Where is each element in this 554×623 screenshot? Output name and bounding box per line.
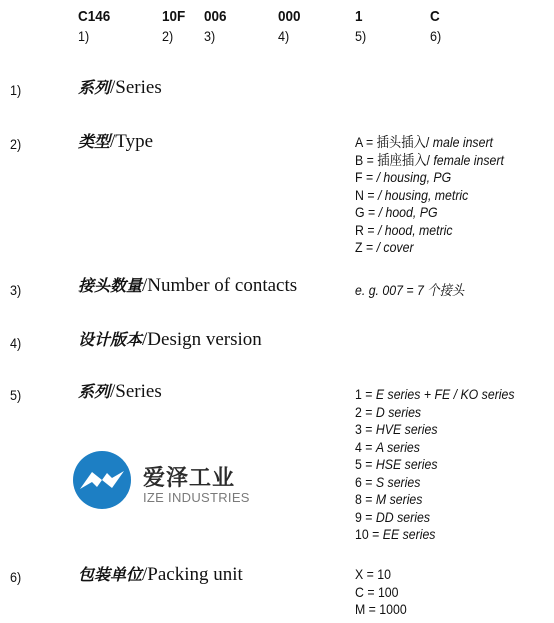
label-cn: 包装单位	[78, 565, 143, 584]
row-label-packing	[78, 564, 243, 586]
row-label-contacts	[78, 275, 297, 297]
option-line: 3 = HVE series	[355, 421, 438, 437]
option-line: 2 = D series	[355, 403, 422, 420]
option-line: 9 = DD series	[355, 508, 430, 525]
row-number: 3)	[10, 282, 22, 298]
code-index-1: 1)	[78, 28, 90, 44]
code-type: 10F	[162, 8, 186, 25]
logo-name-cn: 爱泽工业	[143, 466, 236, 491]
option-line: Z = / cover	[355, 239, 414, 255]
option-line: 5 = HSE series	[355, 456, 438, 472]
option-line: N = / housing, metric	[355, 186, 469, 203]
option-line: R = / hood, metric	[355, 221, 453, 238]
label-cn: 设计版本	[78, 330, 143, 349]
code-series: C146	[78, 8, 111, 25]
label-cn: 系列	[78, 78, 111, 97]
series-options	[355, 386, 515, 544]
option-line: 8 = M series	[355, 491, 423, 507]
label-en: /Type	[110, 131, 154, 152]
option-line: 4 = A series	[355, 438, 420, 455]
code-series-2: 1	[355, 8, 363, 25]
option-line: B = 插座插入/ female insert	[355, 151, 504, 168]
row-number: 1)	[10, 82, 22, 98]
option-line: F = / housing, PG	[355, 169, 452, 185]
label-en: /Packing unit	[142, 564, 243, 585]
code-index-3: 3)	[204, 28, 216, 44]
code-design: 000	[278, 8, 301, 25]
row-label-series-2	[78, 381, 162, 403]
label-cn: 类型	[78, 132, 111, 151]
code-contacts: 006	[204, 8, 227, 25]
option-line: M = 1000	[355, 601, 407, 617]
row-number: 2)	[10, 136, 22, 152]
type-options	[355, 134, 504, 257]
option-line: X = 10	[355, 566, 391, 582]
label-en: /Number of contacts	[142, 275, 298, 296]
label-en: /Series	[110, 77, 162, 98]
label-en: /Series	[110, 381, 162, 402]
code-packing: C	[430, 8, 440, 25]
label-en: /Design version	[142, 329, 262, 350]
packing-options	[355, 566, 407, 619]
logo-name-en: IZE INDUSTRIES	[143, 490, 250, 505]
label-cn: 系列	[78, 382, 111, 401]
code-index-2: 2)	[162, 28, 174, 44]
row-label-series	[78, 77, 162, 99]
code-index-6: 6)	[430, 28, 442, 44]
option-line: A = 插头插入/ male insert	[355, 134, 493, 150]
ize-logo-icon	[72, 450, 132, 510]
option-line: G = / hood, PG	[355, 204, 438, 220]
option-line: C = 100	[355, 583, 399, 600]
option-line: 10 = EE series	[355, 526, 436, 542]
code-index-5: 5)	[355, 28, 367, 44]
option-line: 6 = S series	[355, 473, 421, 490]
option-line: 1 = E series + FE / KO series	[355, 386, 515, 402]
row-number: 5)	[10, 387, 22, 403]
label-cn: 接头数量	[78, 276, 143, 295]
row-label-design	[78, 329, 262, 351]
code-index-4: 4)	[278, 28, 290, 44]
row-number: 4)	[10, 335, 22, 351]
contacts-example: e. g. 007 = 7 个接头	[355, 282, 465, 298]
row-number: 6)	[10, 569, 22, 585]
row-label-type	[78, 131, 153, 153]
